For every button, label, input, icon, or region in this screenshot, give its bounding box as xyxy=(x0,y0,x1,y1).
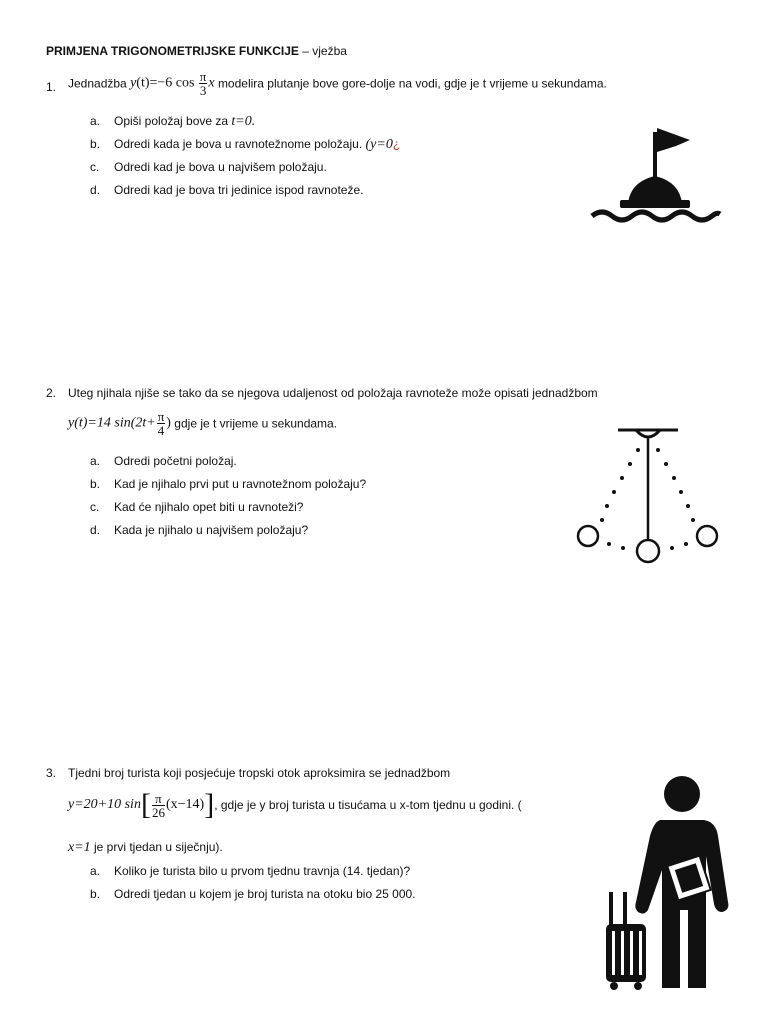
task3-eq-lhs: y=20+10 sin xyxy=(68,797,141,812)
task3-line2-math: x=1 xyxy=(68,840,91,855)
task1-eq-mid: =−6 cos xyxy=(149,75,195,91)
title-rest: – vježba xyxy=(298,44,347,58)
task1-eq-var: x xyxy=(208,75,215,91)
task1-statement xyxy=(68,70,607,97)
traveler-with-suitcase-icon xyxy=(596,774,746,996)
task3-line2-text: je prvi tjedan u siječnju). xyxy=(90,840,223,854)
page-title xyxy=(46,44,347,58)
task2-number: 2. xyxy=(46,386,57,400)
task3-left-bracket: [ xyxy=(140,788,151,821)
task3-right-bracket: ] xyxy=(204,788,215,821)
task2-intro: Uteg njihala njiše se tako da se njegova udaljenost od položaja ravnoteže može opisati jednadžbom xyxy=(68,386,598,400)
task3-fraction: $\frac{\pi}{26}$ xyxy=(151,790,165,820)
task3-number: 3. xyxy=(46,766,57,780)
task3-line2 xyxy=(68,840,223,856)
task3-intro: Tjedni broj turista koji posjećuje tropski otok aproksimira se jednadžbom xyxy=(68,766,451,780)
task2-fraction: $\frac{\pi}{4}$ xyxy=(157,409,165,438)
task3-eq-inner: (x−14) xyxy=(165,797,205,812)
task1-intro: Jednadžba xyxy=(68,76,127,91)
task1-eq-paren: (t) xyxy=(136,75,150,91)
title-bold: PRIMJENA TRIGONOMETRIJSKE FUNKCIJE xyxy=(46,44,299,58)
buoy-icon xyxy=(588,120,724,230)
task1-tail: modelira plutanje bove gore-dolje na vodi, gdje je t vrijeme u sekundama. xyxy=(217,76,607,91)
task2-equation-line xyxy=(68,410,337,437)
task1-number: 1. xyxy=(46,80,57,94)
pendulum-icon xyxy=(568,420,728,570)
task1-eq-lhs: y xyxy=(130,75,137,91)
task3-tail: , gdje je y broj turista u tisućama u x-tom tjednu u godini. ( xyxy=(214,798,522,812)
task1-fraction: $\frac{\pi}{3}$ xyxy=(199,69,207,98)
task2-tail: gdje je t vrijeme u sekundama. xyxy=(170,416,338,431)
task2-eq-close: ) xyxy=(166,415,171,431)
task3-equation-line xyxy=(68,790,522,820)
task2-eq-lhs: y(t)=14 sin(2t+ xyxy=(68,415,156,431)
